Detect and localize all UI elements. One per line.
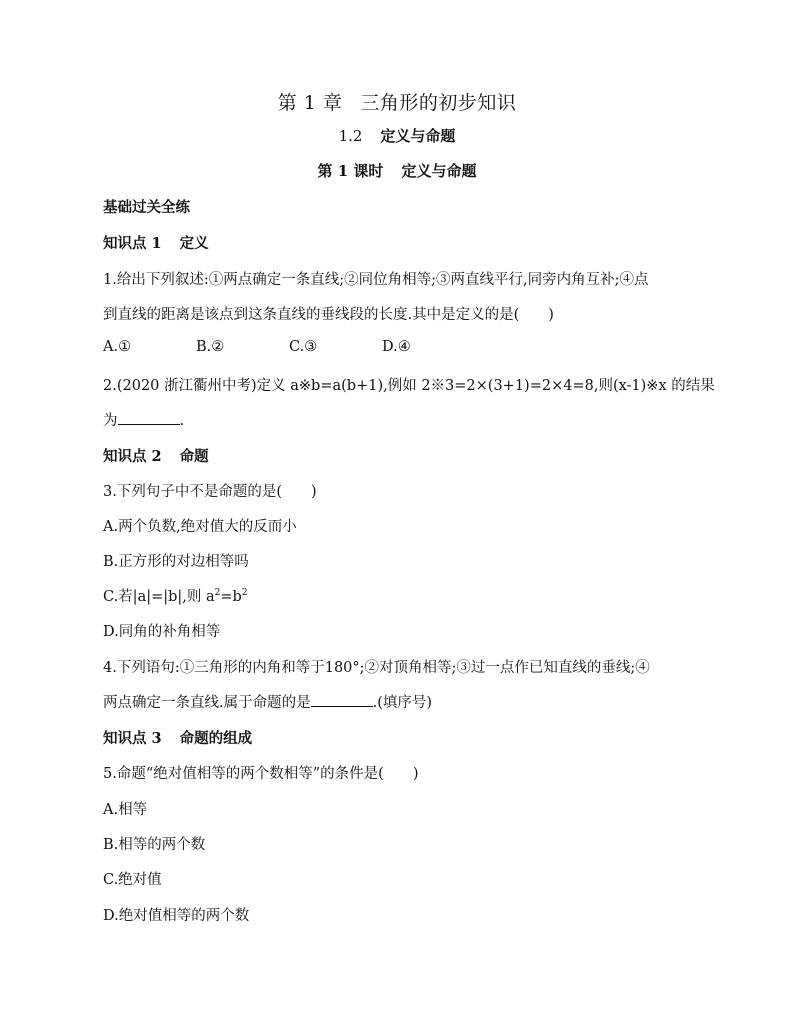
kp2-title: 命题 <box>179 448 209 465</box>
q2-line-2 <box>103 409 703 430</box>
q5-option-b: B.相等的两个数 <box>103 837 206 853</box>
q3-option-a: A.两个负数,绝对值大的反而小 <box>103 519 297 535</box>
chapter-title <box>0 88 794 115</box>
q1-options <box>103 339 703 355</box>
q1-option-a: A.① <box>103 339 132 355</box>
q4-line-1: 4.下列语句:①三角形的内角和等于180°;②对顶角相等;③过一点作已知直线的垂线;④ <box>103 660 650 676</box>
q1-line-2: 到直线的距离是该点到这条直线的垂线段的长度.其中是定义的是( ) <box>103 307 554 323</box>
q4-answer-blank[interactable] <box>311 694 373 707</box>
q3-c-prefix: C.若|a|=|b|,则 a <box>103 589 215 605</box>
knowledge-point-1 <box>103 232 703 253</box>
kp2-number: 知识点 2 <box>103 448 162 465</box>
chapter-number: 第 1 章 <box>277 92 343 114</box>
kp3-title: 命题的组成 <box>179 730 253 747</box>
q5-option-c: C.绝对值 <box>103 872 162 888</box>
q3-c-mid: =b <box>220 589 242 605</box>
q1-option-b: B.② <box>196 339 225 355</box>
q2-prefix: 为 <box>103 413 118 429</box>
lesson-name: 定义与命题 <box>401 162 477 180</box>
q5-option-d: D.绝对值相等的两个数 <box>103 908 250 924</box>
kp3-number: 知识点 3 <box>103 730 162 747</box>
q1-line-1: 1.给出下列叙述:①两点确定一条直线;②同位角相等;③两直线平行,同旁内角互补;④点 <box>103 272 649 288</box>
q3-option-d: D.同角的补角相等 <box>103 624 221 640</box>
practice-heading: 基础过关全练 <box>103 199 190 216</box>
q4-prefix: 两点确定一条直线.属于命题的是 <box>103 695 311 711</box>
q3-c-exp-1: 2 <box>214 588 221 599</box>
knowledge-point-3 <box>103 727 703 748</box>
kp1-number: 知识点 1 <box>103 235 162 252</box>
q5-stem: 5.命题“绝对值相等的两个数相等”的条件是( ) <box>103 766 419 782</box>
q5-option-a: A.相等 <box>103 802 148 818</box>
q3-stem: 3.下列句子中不是命题的是( ) <box>103 484 317 500</box>
q2-answer-blank[interactable] <box>118 412 180 425</box>
q3-c-exp-2: 2 <box>241 588 248 599</box>
q3-option-b: B.正方形的对边相等吗 <box>103 554 249 570</box>
lesson-title <box>0 160 794 181</box>
q2-line-1: 2.(2020 浙江衢州中考)定义 a※b=a(b+1),例如 2※3=2×(3+1)=2×4=8,则(x-1)※x 的结果 <box>103 378 715 394</box>
q1-option-c: C.③ <box>289 339 318 355</box>
section-title <box>0 125 794 146</box>
lesson-number: 第 1 课时 <box>317 162 384 180</box>
q3-option-c <box>103 585 703 606</box>
q2-suffix: . <box>179 413 185 429</box>
section-name: 定义与命题 <box>380 127 456 145</box>
knowledge-point-2 <box>103 445 703 466</box>
section-number: 1.2 <box>338 127 363 145</box>
kp1-title: 定义 <box>179 235 209 252</box>
q4-suffix: .(填序号) <box>372 695 433 711</box>
chapter-name: 三角形的初步知识 <box>360 92 517 114</box>
q4-line-2 <box>103 691 703 712</box>
q1-option-d: D.④ <box>382 339 411 355</box>
